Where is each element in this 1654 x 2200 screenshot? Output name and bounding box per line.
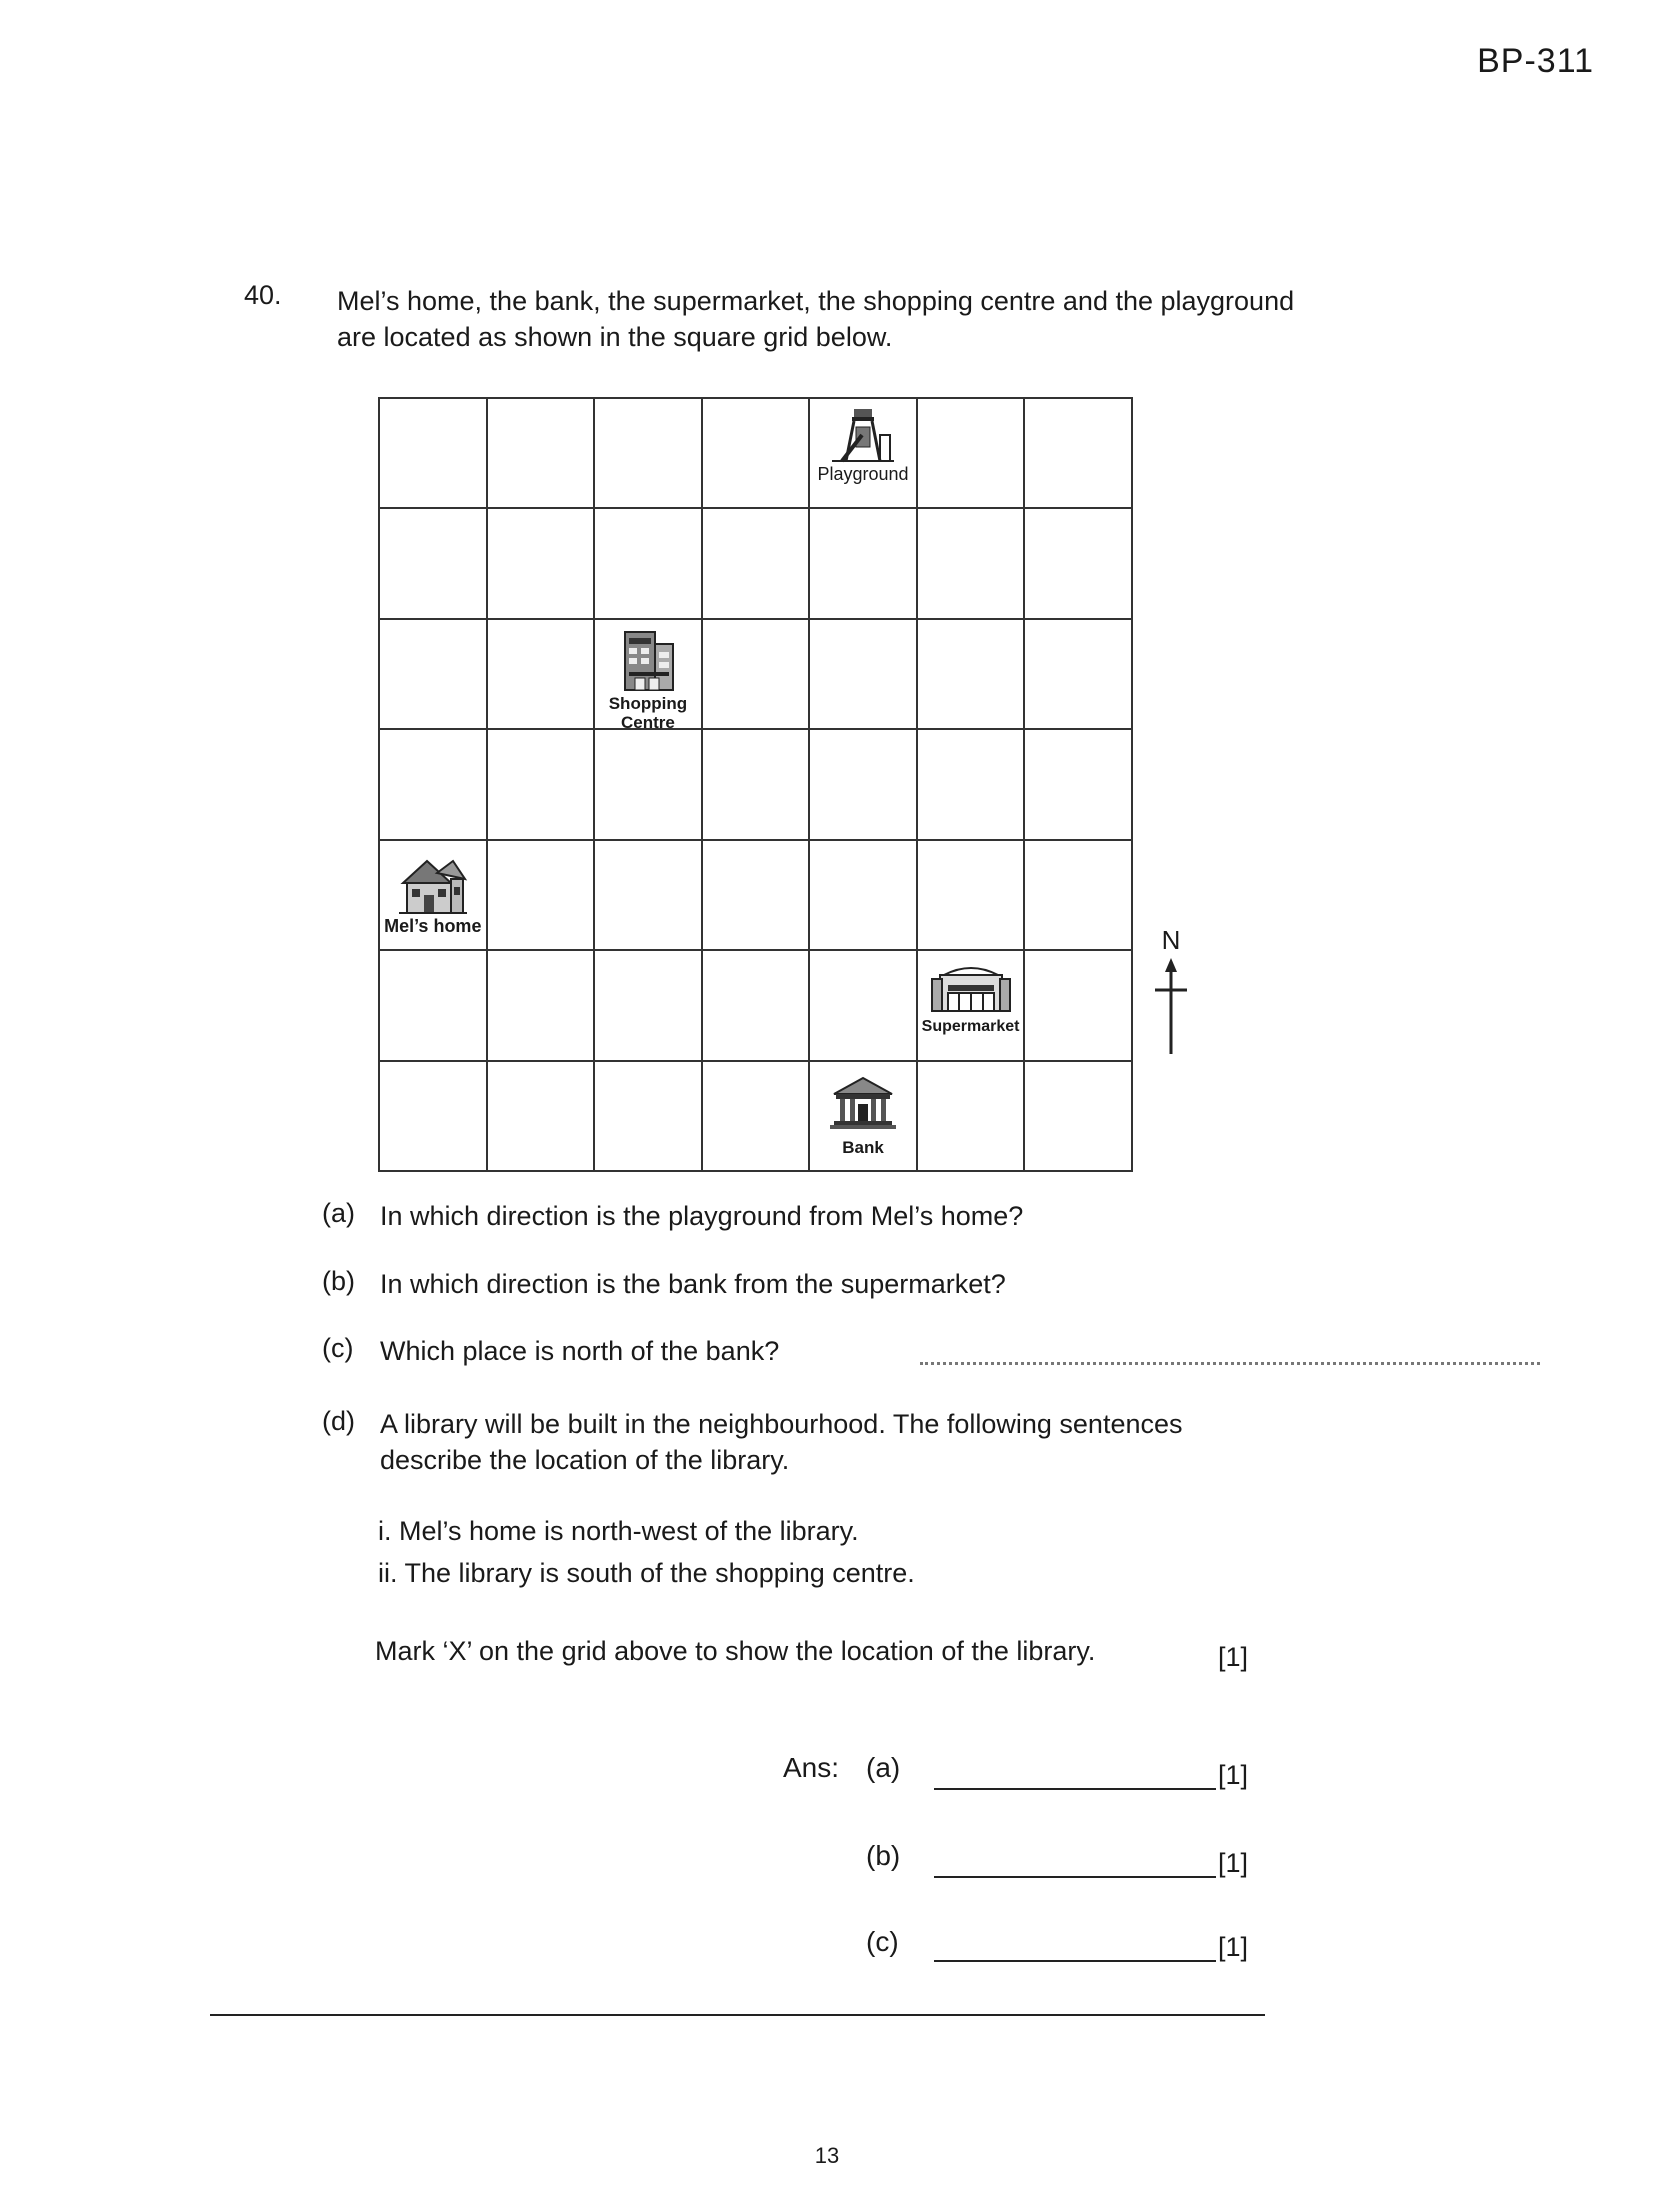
clue-2: ii. The library is south of the shopping centre. xyxy=(378,1558,915,1588)
grid-row xyxy=(379,398,1132,508)
grid-cell[interactable] xyxy=(809,840,917,950)
bank-icon xyxy=(828,1074,898,1130)
part-b xyxy=(322,1266,1222,1306)
dotted-guide-line xyxy=(920,1362,1540,1365)
north-compass xyxy=(1146,925,1196,1065)
grid-cell[interactable] xyxy=(917,1061,1025,1171)
grid-cell[interactable] xyxy=(594,508,702,618)
grid-cell[interactable] xyxy=(917,398,1025,508)
clue-1: i. Mel’s home is north-west of the library. xyxy=(378,1516,859,1546)
part-d-text: A library will be built in the neighbourhood. The following sentences describe the location of the library. xyxy=(380,1409,1183,1475)
supermarket-icon xyxy=(930,961,1012,1015)
grid-cell[interactable] xyxy=(917,840,1025,950)
grid-cell[interactable] xyxy=(702,508,810,618)
grid-cell-supermarket[interactable] xyxy=(917,950,1025,1060)
part-a-label: (a) xyxy=(322,1198,355,1228)
marks-d: [1] xyxy=(1218,1642,1249,1672)
part-a xyxy=(322,1198,1222,1238)
answer-b-line[interactable] xyxy=(934,1876,1216,1878)
answer-a-line[interactable] xyxy=(934,1788,1216,1790)
playground-label: Playground xyxy=(817,464,909,484)
bottom-rule xyxy=(210,2014,1265,2016)
supermarket-label: Supermarket xyxy=(921,1018,1020,1036)
grid-row xyxy=(379,950,1132,1060)
grid-table xyxy=(378,397,1133,1172)
grid-cell[interactable] xyxy=(917,508,1025,618)
part-b-text: In which direction is the bank from the supermarket? xyxy=(380,1269,1006,1299)
grid-cell[interactable] xyxy=(487,508,595,618)
grid-cell[interactable] xyxy=(594,729,702,839)
answer-b-label: (b) xyxy=(866,1840,901,1871)
grid-cell[interactable] xyxy=(379,619,487,729)
grid-cell[interactable] xyxy=(702,729,810,839)
answer-a-mark: [1] xyxy=(1218,1760,1249,1790)
shopping-centre-icon xyxy=(615,626,681,692)
mels-home-label: Mel’s home xyxy=(384,915,482,936)
part-b-label: (b) xyxy=(322,1266,355,1296)
grid-cell[interactable] xyxy=(487,1061,595,1171)
answer-prefix: Ans: xyxy=(783,1752,840,1783)
grid-cell[interactable] xyxy=(379,729,487,839)
north-label: N xyxy=(1161,925,1181,955)
question-number: 40. xyxy=(244,280,282,310)
grid-cell-mels-home[interactable] xyxy=(379,840,487,950)
grid-cell[interactable] xyxy=(1024,950,1132,1060)
north-arrow-icon xyxy=(1151,956,1191,1056)
answer-c-line[interactable] xyxy=(934,1960,1216,1962)
part-d xyxy=(322,1406,1222,1486)
grid-cell[interactable] xyxy=(379,950,487,1060)
grid-cell-bank[interactable] xyxy=(809,1061,917,1171)
grid-cell[interactable] xyxy=(1024,508,1132,618)
grid-cell[interactable] xyxy=(1024,398,1132,508)
grid-cell[interactable] xyxy=(809,950,917,1060)
grid-cell[interactable] xyxy=(487,840,595,950)
house-icon xyxy=(397,853,469,915)
part-a-text: In which direction is the playground from Mel’s home? xyxy=(380,1201,1024,1231)
part-d-label: (d) xyxy=(322,1406,355,1436)
answer-c-mark: [1] xyxy=(1218,1932,1249,1962)
grid-cell[interactable] xyxy=(917,729,1025,839)
page-number: 13 xyxy=(814,2143,840,2168)
document-code: BP-311 xyxy=(1477,42,1594,80)
grid-row xyxy=(379,508,1132,618)
grid-cell[interactable] xyxy=(1024,840,1132,950)
grid-cell[interactable] xyxy=(487,398,595,508)
answer-a-label: (a) xyxy=(866,1752,901,1783)
grid-row xyxy=(379,619,1132,729)
grid-cell[interactable] xyxy=(809,508,917,618)
grid-cell[interactable] xyxy=(594,950,702,1060)
shopping-centre-label-line1: Shopping xyxy=(608,693,688,713)
grid-cell[interactable] xyxy=(1024,1061,1132,1171)
instruction-text: Mark ‘X’ on the grid above to show the location of the library. xyxy=(375,1636,1096,1666)
grid-row xyxy=(379,840,1132,950)
part-c-label: (c) xyxy=(322,1333,354,1363)
grid-cell[interactable] xyxy=(487,950,595,1060)
answer-b-mark: [1] xyxy=(1218,1848,1249,1878)
grid-cell[interactable] xyxy=(594,840,702,950)
grid-cell[interactable] xyxy=(379,398,487,508)
bank-label: Bank xyxy=(842,1137,884,1157)
grid-cell[interactable] xyxy=(809,729,917,839)
playground-icon xyxy=(828,405,898,463)
grid-cell[interactable] xyxy=(702,1061,810,1171)
part-c xyxy=(322,1333,1222,1373)
grid-cell[interactable] xyxy=(702,619,810,729)
grid-row xyxy=(379,1061,1132,1171)
part-c-text: Which place is north of the bank? xyxy=(380,1336,780,1366)
grid-cell[interactable] xyxy=(487,619,595,729)
grid-cell[interactable] xyxy=(702,950,810,1060)
grid-cell[interactable] xyxy=(702,398,810,508)
grid-cell[interactable] xyxy=(809,619,917,729)
shopping-centre-label-line2: Centre xyxy=(620,712,675,732)
grid-cell[interactable] xyxy=(1024,729,1132,839)
grid-cell[interactable] xyxy=(594,1061,702,1171)
grid-cell-playground[interactable] xyxy=(809,398,917,508)
grid-cell[interactable] xyxy=(594,398,702,508)
answer-c-label: (c) xyxy=(866,1926,899,1957)
grid-cell[interactable] xyxy=(379,1061,487,1171)
grid-cell-shopping-centre[interactable] xyxy=(594,619,702,732)
clue-list xyxy=(378,1510,915,1594)
question-text: Mel’s home, the bank, the supermarket, the shopping centre and the playground are located as shown in the square grid below. xyxy=(337,286,1295,352)
grid-cell[interactable] xyxy=(702,840,810,950)
grid-cell[interactable] xyxy=(379,508,487,618)
grid-row xyxy=(379,729,1132,839)
grid-cell[interactable] xyxy=(487,729,595,839)
grid-cell[interactable] xyxy=(1024,619,1132,729)
square-grid xyxy=(378,397,1133,1172)
grid-cell[interactable] xyxy=(917,619,1025,729)
